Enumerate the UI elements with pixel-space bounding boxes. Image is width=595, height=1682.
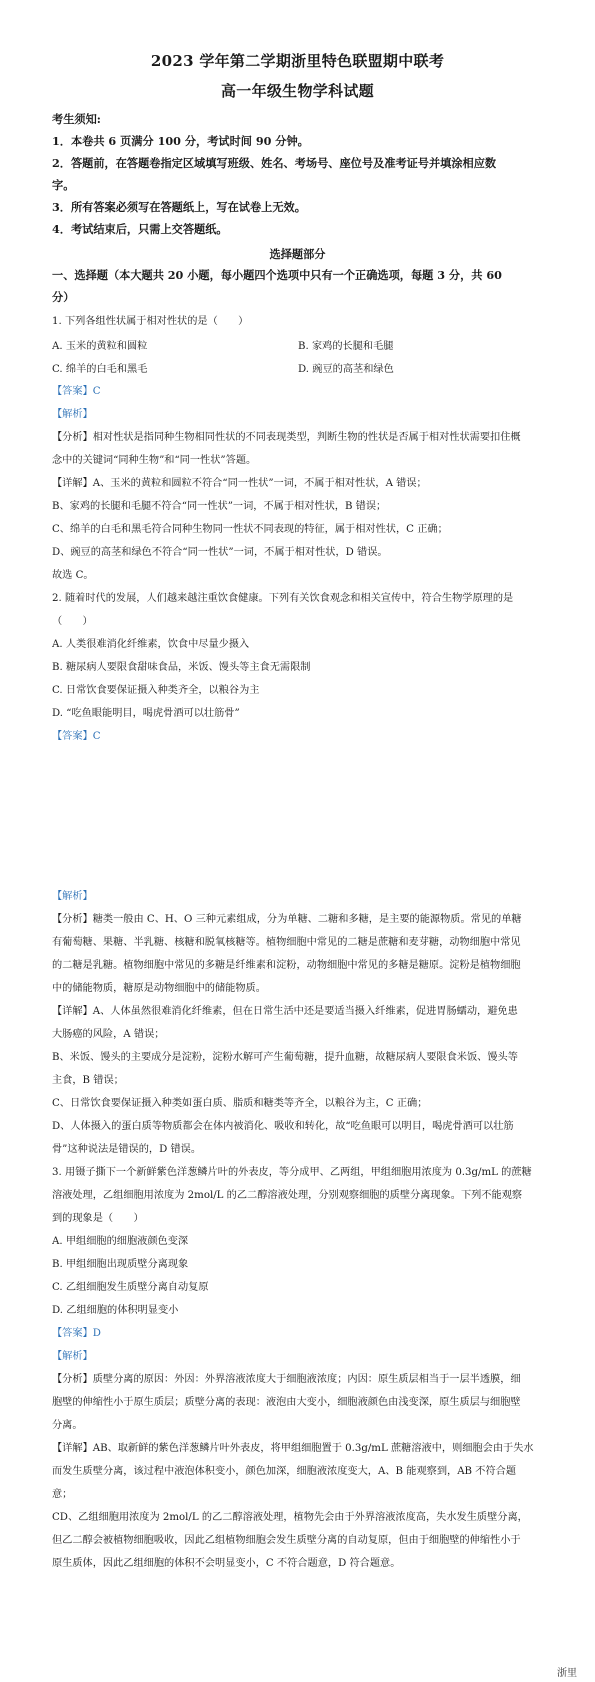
notice-item: 4．考试结束后，只需上交答题纸。 xyxy=(52,222,228,236)
q3-analysis-line: 胞壁的伸缩性小于原生质层；质壁分离的表现：液泡由大变小，细胞液颜色由浅变深，原生质层与细胞壁 xyxy=(52,1397,521,1408)
q2-analysis-line: 【详解】A、人体虽然很难消化纤维素，但在日常生活中还是要适当摄入纤维素，促进胃肠蠕动，避免患 xyxy=(52,1006,518,1017)
q3-option-b: B. 甲组细胞出现质壁分离现象 xyxy=(52,1259,189,1270)
q2-analysis-line: 的二糖是乳糖。植物细胞中常见的多糖是纤维素和淀粉，动物细胞中常见的多糖是糖原。淀粉是植物细胞 xyxy=(52,960,521,971)
q3-analysis-line: 意； xyxy=(52,1489,73,1500)
q3-analysis-tag: 【解析】 xyxy=(52,1351,93,1362)
q3-analysis-line: 而发生质壁分离，该过程中液泡体积变小，颜色加深，细胞液浓度变大，A、B 能观察到，AB 不符合题 xyxy=(52,1466,517,1477)
q2-analysis-line: 大肠癌的风险，A 错误； xyxy=(52,1029,165,1040)
notice-item: 2．答题前，在答题卷指定区域填写班级、姓名、考场号、座位号及准考证号并填涂相应数 xyxy=(52,156,497,170)
q2-option-c: C. 日常饮食要保证摄入种类齐全，以粮谷为主 xyxy=(52,685,260,696)
q1-analysis-line: 故选 C。 xyxy=(52,570,94,581)
q3-option-d: D. 乙组细胞的体积明显变小 xyxy=(52,1305,179,1316)
q2-stem: （ ） xyxy=(52,616,93,627)
q1-option-b: B. 家鸡的长腿和毛腿 xyxy=(298,341,394,352)
q2-analysis-line: D、人体摄入的蛋白质等物质都会在体内被消化、吸收和转化，故“吃鱼眼可以明目，喝虎骨酒可以壮筋 xyxy=(52,1121,514,1132)
q2-analysis-line: C、日常饮食要保证摄入种类如蛋白质、脂质和糖类等齐全，以粮谷为主，C 正确； xyxy=(52,1098,428,1109)
notice-item: 3．所有答案必须写在答题纸上，写在试卷上无效。 xyxy=(52,200,306,214)
q1-analysis-line: C、绵羊的白毛和黑毛符合同种生物同一性状不同表现的特征，属于相对性状，C 正确； xyxy=(52,524,448,535)
q2-analysis-line: 【分析】糖类一般由 C、H、O 三种元素组成，分为单糖、二糖和多糖，是主要的能源物质。常见的单糖 xyxy=(52,914,522,925)
page-footer: 浙里 xyxy=(557,1668,577,1679)
q2-analysis-line: 中的储能物质，糖原是动物细胞中的储能物质。 xyxy=(52,983,266,994)
notice-item: 字。 xyxy=(52,178,75,192)
q1-analysis-line: 【分析】相对性状是指同种生物相同性状的不同表现类型，判断生物的性状是否属于相对性状需要扣住概 xyxy=(52,432,521,443)
q2-option-d: D. “吃鱼眼能明目，喝虎骨酒可以壮筋骨” xyxy=(52,708,240,719)
q1-answer: 【答案】C xyxy=(52,386,101,397)
section-heading: 一、选择题（本大题共 20 小题，每小题四个选项中只有一个正确选项，每题 3 分，共 60 xyxy=(52,268,502,282)
q3-analysis-line: 分离。 xyxy=(52,1420,83,1431)
q1-analysis-line: 念中的关键词“同种生物”和“同一性状”答题。 xyxy=(52,455,257,466)
q1-analysis-tag: 【解析】 xyxy=(52,409,93,420)
q3-analysis-line: 但乙二醇会被植物细胞吸收，因此乙组植物细胞会发生质壁分离的自动复原，但由于细胞壁的伸缩性小于 xyxy=(52,1535,521,1546)
notice-item: 1．本卷共 6 页满分 100 分，考试时间 90 分钟。 xyxy=(52,134,309,148)
q3-stem: 溶液处理，乙组细胞用浓度为 2mol/L 的乙二醇溶液处理，分别观察细胞的质壁分离现象。下列不能观察 xyxy=(52,1190,523,1201)
exam-title: 2023 学年第二学期浙里特色联盟期中联考 xyxy=(150,52,445,70)
q3-stem: 到的现象是（ ） xyxy=(52,1213,144,1224)
q1-option-d: D. 豌豆的高茎和绿色 xyxy=(298,364,394,375)
q2-option-b: B. 糖尿病人要限食甜味食品，米饭、馒头等主食无需限制 xyxy=(52,662,311,673)
q3-analysis-line: 【分析】质壁分离的原因：外因：外界溶液浓度大于细胞液浓度；内因：原生质层相当于一层半透膜，细 xyxy=(52,1374,521,1385)
q1-analysis-line: B、家鸡的长腿和毛腿不符合“同一性状”一词，不属于相对性状，B 错误； xyxy=(52,501,387,512)
section-heading: 分） xyxy=(52,290,75,304)
q3-analysis-line: 【详解】AB、取新鲜的紫色洋葱鳞片叶外表皮，将甲组细胞置于 0.3g/mL 蔗糖溶液中，则细胞会由于失水 xyxy=(52,1443,534,1454)
q1-stem: 1. 下列各组性状属于相对性状的是（ ） xyxy=(52,316,249,327)
q1-analysis-line: 【详解】A、玉米的黄粒和圆粒不符合“同一性状”一词，不属于相对性状，A 错误； xyxy=(52,478,427,489)
q2-analysis-tag: 【解析】 xyxy=(52,891,93,902)
q2-analysis-line: 主食，B 错误； xyxy=(52,1075,124,1086)
q3-option-c: C. 乙组细胞发生质壁分离自动复原 xyxy=(52,1282,209,1293)
q3-analysis-line: CD、乙组细胞用浓度为 2mol/L 的乙二醇溶液处理，植物先会由于外界溶液浓度高，失水发生质壁分离， xyxy=(52,1512,528,1523)
section-title: 选择题部分 xyxy=(269,247,326,261)
notice-heading: 考生须知: xyxy=(52,112,101,126)
q2-analysis-line: 骨”这种说法是错误的，D 错误。 xyxy=(52,1144,202,1155)
q2-option-a: A. 人类很难消化纤维素，饮食中尽量少摄入 xyxy=(52,639,250,650)
q3-answer: 【答案】D xyxy=(52,1328,101,1339)
q3-option-a: A. 甲组细胞的细胞液颜色变深 xyxy=(52,1236,189,1247)
q1-analysis-line: D、豌豆的高茎和绿色不符合“同一性状”一词，不属于相对性状，D 错误。 xyxy=(52,547,388,558)
q2-analysis-line: B、米饭、馒头的主要成分是淀粉，淀粉水解可产生葡萄糖，提升血糖，故糖尿病人要限食米饭、馒头等 xyxy=(52,1052,518,1063)
q2-stem: 2. 随着时代的发展，人们越来越注重饮食健康。下列有关饮食观念和相关宣传中，符合生物学原理的是 xyxy=(52,593,514,604)
q1-option-c: C. 绵羊的白毛和黑毛 xyxy=(52,364,148,375)
exam-subtitle: 高一年级生物学科试题 xyxy=(220,82,374,100)
q1-option-a: A. 玉米的黄粒和圆粒 xyxy=(52,341,148,352)
q2-answer: 【答案】C xyxy=(52,731,101,742)
q2-analysis-line: 有葡萄糖、果糖、半乳糖、核糖和脱氧核糖等。植物细胞中常见的二糖是蔗糖和麦芽糖，动物细胞中常见 xyxy=(52,937,521,948)
q3-stem: 3. 用镊子撕下一个新鲜紫色洋葱鳞片叶的外表皮，等分成甲、乙两组，甲组细胞用浓度为 0.3g/mL 的蔗糖 xyxy=(52,1167,532,1178)
q3-analysis-line: 原生质体，因此乙组细胞的体积不会明显变小，C 不符合题意，D 符合题意。 xyxy=(52,1558,401,1569)
